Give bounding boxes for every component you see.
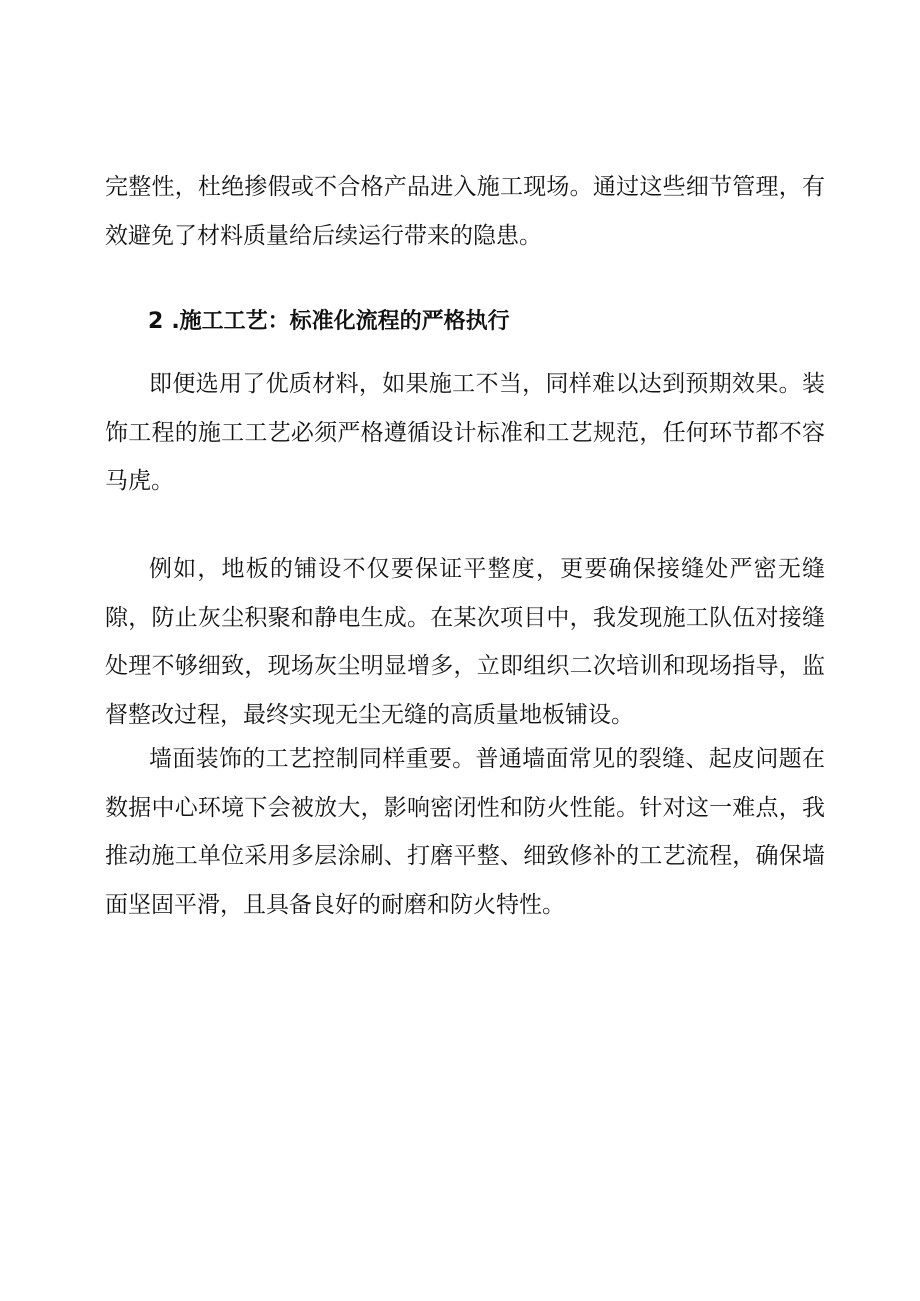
section-number: 2: [148, 309, 164, 334]
section-heading: [148, 302, 510, 342]
paragraph-floor-installation: 例如，地板的铺设不仅要保证平整度，更要确保接缝处严密无缝隙，防止灰尘积聚和静电生成。在某次项目中，我发现施工队伍对接缝处理不够细致，现场灰尘明显增多，立即组织二次培训和现场指导，监督整改过程，最终实现无尘无缝的高质量地板铺设。: [105, 556, 825, 728]
section-title: .施工工艺：标准化流程的严格执行: [171, 309, 510, 334]
paragraph-material-quality-continued: 完整性，杜绝掺假或不合格产品进入施工现场。通过这些细节管理，有效避免了材料质量给后续运行带来的隐患。: [105, 174, 825, 249]
paragraph-wall-decoration: 墙面装饰的工艺控制同样重要。普通墙面常见的裂缝、起皮问题在数据中心环境下会被放大，影响密闭性和防火性能。针对这一难点，我推动施工单位采用多层涂刷、打磨平整、细致修补的工艺流程，确保墙面坚固平滑，且具备良好的耐磨和防火特性。: [105, 746, 825, 918]
paragraph-construction-process-intro: 即便选用了优质材料，如果施工不当，同样难以达到预期效果。装饰工程的施工工艺必须严格遵循设计标准和工艺规范，任何环节都不容马虎。: [105, 371, 825, 494]
